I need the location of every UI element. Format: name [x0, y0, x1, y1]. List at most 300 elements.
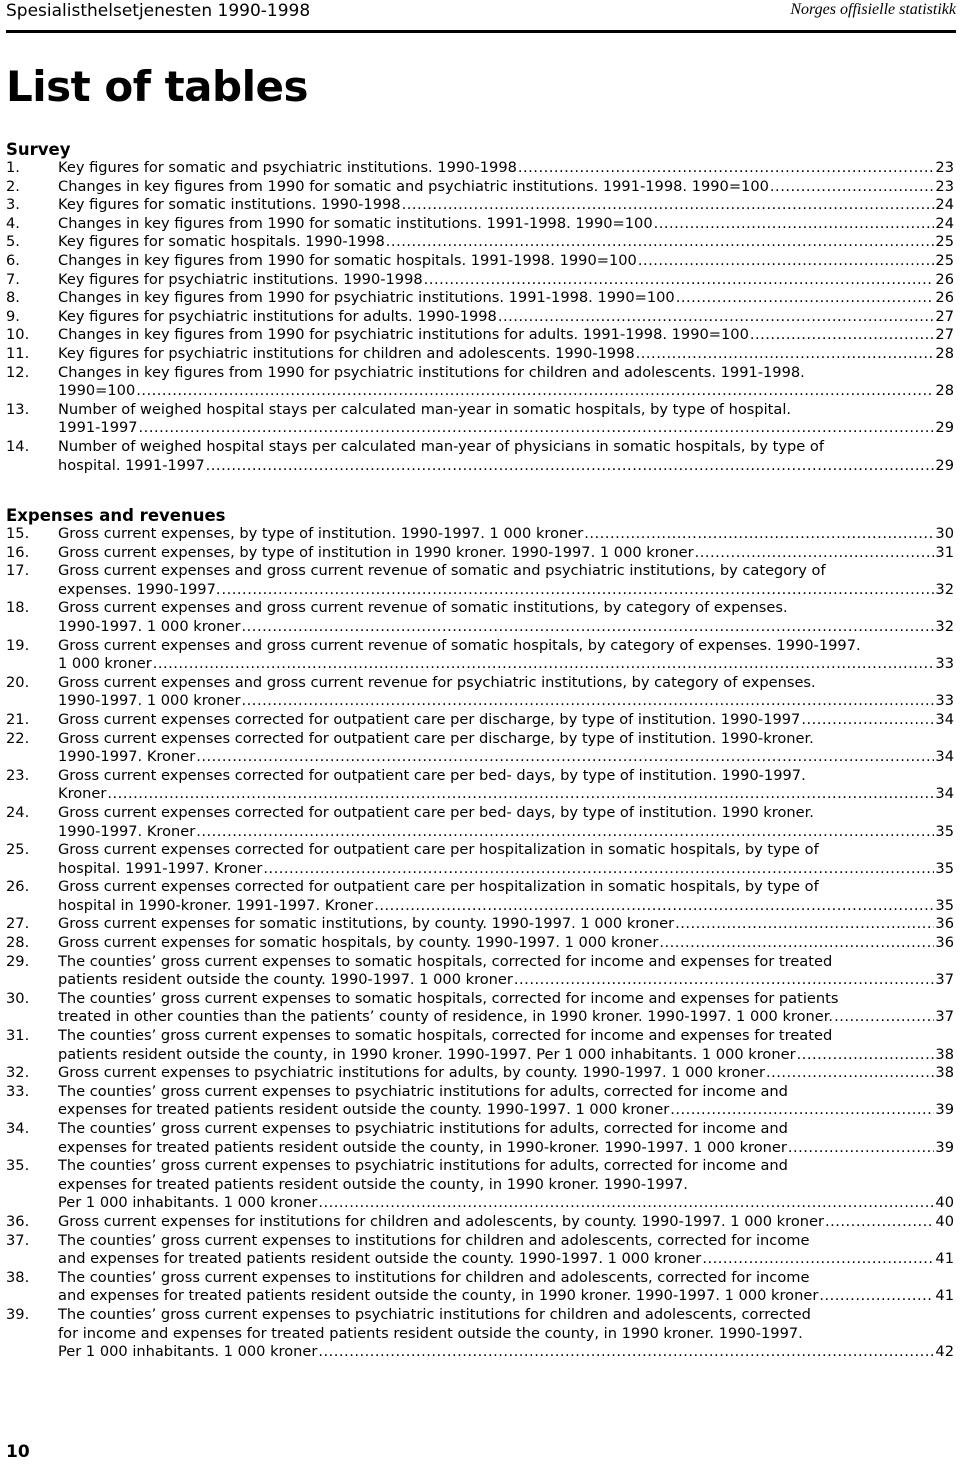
entry-title: Gross current expenses for somatic institutions, by county. 1990-1997. 1 000 kroner — [58, 915, 675, 933]
entry-line — [58, 345, 954, 364]
page-reference[interactable]: 38 — [935, 1045, 954, 1063]
entry-number: 34. — [6, 1120, 30, 1137]
entry-title: for income and expenses for treated patients resident outside the county, in 1990 kroner. 1990-1997. — [58, 1324, 803, 1342]
dot-leader — [498, 308, 935, 327]
dot-leader — [424, 271, 935, 290]
entry-number: 29. — [6, 952, 30, 970]
dot-leader — [676, 289, 935, 308]
entry-number: 15. — [6, 525, 30, 542]
page-reference[interactable]: 23 — [935, 177, 954, 195]
toc-entry[interactable] — [6, 233, 954, 252]
entry-body — [58, 1120, 954, 1157]
page-reference[interactable]: 29 — [935, 456, 954, 474]
dot-leader — [834, 1008, 934, 1027]
entry-title: Gross current expenses and gross current revenue of somatic and psychiatric institutions, by category of — [58, 562, 826, 580]
entry-line — [58, 525, 954, 544]
entry-body — [58, 196, 954, 215]
entry-title: The counties’ gross current expenses to somatic hospitals, corrected for income and expenses for patients — [58, 989, 839, 1007]
entry-body — [58, 1157, 954, 1213]
entry-line — [58, 618, 954, 637]
toc-entry[interactable] — [6, 525, 954, 544]
toc-entry[interactable] — [6, 252, 954, 271]
toc-entry[interactable] — [6, 159, 954, 178]
entry-title: Key figures for somatic and psychiatric institutions. 1990-1998 — [58, 159, 517, 176]
page-reference[interactable]: 26 — [935, 289, 954, 307]
entry-body — [58, 1232, 954, 1269]
toc-entry[interactable] — [6, 1064, 954, 1083]
entry-line — [58, 655, 954, 674]
entry-title: hospital. 1991-1997 — [58, 456, 205, 474]
toc-entry[interactable] — [6, 878, 954, 915]
entry-line — [58, 767, 954, 786]
dot-leader — [766, 1064, 934, 1083]
entry-title: Changes in key figures from 1990 for somatic hospitals. 1991-1998. 1990=100 — [58, 251, 637, 269]
toc-entry[interactable] — [6, 1027, 954, 1064]
entry-number: 30. — [6, 989, 30, 1007]
entry-line — [58, 1120, 954, 1139]
entry-body — [58, 804, 954, 841]
entry-title: The counties’ gross current expenses to psychiatric institutions for adults, corrected for income and — [58, 1120, 788, 1137]
toc-entry[interactable] — [6, 1269, 954, 1306]
entry-body — [58, 1269, 954, 1306]
entry-line — [58, 934, 954, 953]
page-reference[interactable]: 34 — [935, 785, 954, 803]
entry-body — [58, 990, 954, 1027]
entry-title: Changes in key figures from 1990 for psychiatric institutions for children and adolescents. 1991-1998. — [58, 363, 805, 381]
entry-line — [58, 1343, 954, 1362]
entry-body — [58, 711, 954, 730]
page-reference[interactable]: 38 — [935, 1064, 954, 1082]
page-reference[interactable]: 34 — [935, 710, 954, 728]
entry-line — [58, 1306, 954, 1325]
entry-line — [58, 1083, 954, 1102]
entry-line — [58, 1232, 954, 1251]
entry-number: 11. — [6, 344, 30, 362]
toc-entry[interactable] — [6, 1120, 954, 1157]
entry-line — [58, 711, 954, 730]
toc-entry[interactable] — [6, 934, 954, 953]
toc-entry[interactable] — [6, 345, 954, 364]
entry-body — [58, 674, 954, 711]
entry-line — [58, 674, 954, 693]
entry-number: 4. — [6, 214, 20, 232]
dot-leader — [263, 860, 934, 879]
toc-entry[interactable] — [6, 674, 954, 711]
entry-title: Gross current expenses corrected for outpatient care per discharge, by type of institution. 1990-kroner. — [58, 729, 814, 747]
entry-body — [58, 289, 954, 308]
entry-line — [58, 215, 954, 234]
toc-entry[interactable] — [6, 804, 954, 841]
entry-number: 3. — [6, 196, 20, 214]
toc-list — [6, 159, 954, 475]
page-reference[interactable]: 37 — [935, 971, 954, 989]
entry-body — [58, 562, 954, 599]
page-reference[interactable]: 24 — [935, 196, 954, 214]
page-reference[interactable]: 35 — [935, 859, 954, 877]
entry-number: 12. — [6, 363, 30, 381]
dot-leader — [374, 897, 934, 916]
toc-section-expenses — [6, 506, 954, 1362]
entry-body — [58, 326, 954, 345]
entry-title: Key figures for psychiatric institutions for adults. 1990-1998 — [58, 307, 497, 325]
entry-line — [58, 1176, 954, 1195]
entry-line — [58, 457, 954, 476]
page-reference[interactable]: 33 — [935, 692, 954, 710]
entry-number: 8. — [6, 289, 20, 307]
page-reference[interactable]: 41 — [935, 1250, 954, 1268]
entry-body — [58, 401, 954, 438]
entry-body — [58, 637, 954, 674]
page-reference[interactable]: 36 — [935, 934, 954, 952]
entry-body — [58, 178, 954, 197]
dot-leader — [222, 581, 935, 600]
dot-leader — [770, 178, 935, 197]
dot-leader — [402, 196, 935, 215]
entry-title: Per 1 000 inhabitants. 1 000 kroner — [58, 1194, 318, 1212]
entry-body — [58, 345, 954, 364]
toc-section-survey — [6, 140, 954, 475]
entry-title: Gross current expenses and gross current revenue for psychiatric institutions, by category of expenses. — [58, 673, 816, 691]
entry-body — [58, 364, 954, 401]
dot-leader — [675, 915, 934, 934]
running-header — [6, 0, 956, 33]
entry-line — [58, 233, 954, 252]
entry-line — [58, 308, 954, 327]
toc-entry[interactable] — [6, 1083, 954, 1120]
entry-title: Gross current expenses, by type of institution. 1990-1997. 1 000 kroner — [58, 525, 584, 542]
entry-line — [58, 860, 954, 879]
entry-number: 20. — [6, 673, 30, 691]
entry-number: 23. — [6, 766, 30, 784]
toc-entry[interactable] — [6, 953, 954, 990]
entry-title: The counties’ gross current expenses to somatic hospitals, corrected for income and expenses for treated — [58, 952, 833, 970]
toc-entry[interactable] — [6, 215, 954, 234]
entry-number: 19. — [6, 636, 30, 654]
dot-leader — [584, 525, 934, 544]
publication-title: Spesialisthelsetjenesten 1990-1998 — [6, 1, 311, 21]
toc-entry[interactable] — [6, 730, 954, 767]
entry-body — [58, 841, 954, 878]
entry-title: and expenses for treated patients resident outside the county, in 1990 kroner. 1990-1997. 1 000 kroner — [58, 1287, 819, 1305]
entry-title: Key figures for somatic hospitals. 1990-1998 — [58, 233, 385, 251]
entry-line — [58, 1250, 954, 1269]
entry-number: 33. — [6, 1082, 30, 1100]
entry-title: Gross current expenses for somatic hospitals, by county. 1990-1997. 1 000 kroner — [58, 934, 659, 952]
entry-number: 28. — [6, 934, 30, 952]
entry-title: hospital in 1990-kroner. 1991-1997. Kroner — [58, 896, 374, 914]
entry-title: Gross current expenses to psychiatric institutions for adults, by county. 1990-1997. 1 000 kroner — [58, 1064, 765, 1082]
page-reference[interactable]: 26 — [935, 270, 954, 288]
entry-body — [58, 215, 954, 234]
page-reference[interactable]: 28 — [935, 382, 954, 400]
entry-line — [58, 438, 954, 457]
toc-entry[interactable] — [6, 562, 954, 599]
page-reference[interactable]: 32 — [935, 617, 954, 635]
toc-entry[interactable] — [6, 599, 954, 636]
entry-title: Per 1 000 inhabitants. 1 000 kroner — [58, 1343, 318, 1361]
entry-line — [58, 1064, 954, 1083]
entry-body — [58, 915, 954, 934]
entry-line — [58, 1325, 954, 1344]
entry-body — [58, 233, 954, 252]
entry-body — [58, 1083, 954, 1120]
dot-leader — [788, 1139, 935, 1158]
entry-line — [58, 785, 954, 804]
dot-leader — [318, 1194, 934, 1213]
entry-title: Gross current expenses and gross current revenue of somatic hospitals, by category of expenses. 1990-1997. — [58, 636, 861, 654]
entry-line — [58, 581, 954, 600]
entry-number: 13. — [6, 400, 30, 418]
entry-line — [58, 897, 954, 916]
entry-line — [58, 990, 954, 1009]
toc-entry[interactable] — [6, 271, 954, 290]
entry-number: 17. — [6, 562, 30, 580]
entry-title: The counties’ gross current expenses to institutions for children and adolescents, corrected for income — [58, 1231, 810, 1249]
toc-entry[interactable] — [6, 308, 954, 327]
dot-leader — [636, 345, 935, 364]
entry-line — [58, 1157, 954, 1176]
entry-line — [58, 878, 954, 897]
entry-title: and expenses for treated patients resident outside the county. 1990-1997. 1 000 kroner — [58, 1250, 702, 1268]
entry-body — [58, 767, 954, 804]
entry-number: 31. — [6, 1027, 30, 1045]
entry-number: 38. — [6, 1268, 30, 1286]
entry-number: 18. — [6, 599, 30, 617]
entry-body — [58, 159, 954, 178]
entry-title: 1990-1997. 1 000 kroner — [58, 617, 241, 635]
page-reference[interactable]: 36 — [935, 915, 954, 933]
page-reference[interactable]: 35 — [935, 896, 954, 914]
entry-line — [58, 364, 954, 383]
entry-line — [58, 271, 954, 290]
section-title: Survey — [6, 140, 71, 159]
entry-title: Gross current expenses for institutions for children and adolescents, by county. 1990-1997. 1 000 kroner — [58, 1212, 824, 1230]
entry-body — [58, 438, 954, 475]
entry-number: 35. — [6, 1157, 30, 1175]
entry-line — [58, 971, 954, 990]
entry-line — [58, 637, 954, 656]
entry-body — [58, 252, 954, 271]
entry-title: expenses for treated patients resident outside the county, in 1990-kroner. 1990-1997. 1 000 kroner — [58, 1138, 787, 1156]
entry-title: Gross current expenses corrected for outpatient care per discharge, by type of institution. 1990-1997 — [58, 710, 801, 728]
toc-entry[interactable] — [6, 767, 954, 804]
entry-number: 24. — [6, 803, 30, 821]
dot-leader — [242, 692, 935, 711]
dot-leader — [819, 1287, 934, 1306]
entry-line — [58, 401, 954, 420]
entry-number: 22. — [6, 729, 30, 747]
entry-title: Key figures for psychiatric institutions. 1990-1998 — [58, 270, 423, 288]
toc-entry[interactable] — [6, 178, 954, 197]
entry-number: 21. — [6, 710, 30, 728]
entry-line — [58, 326, 954, 345]
entry-line — [58, 804, 954, 823]
entry-line — [58, 953, 954, 972]
entry-line — [58, 196, 954, 215]
entry-line — [58, 1027, 954, 1046]
entry-line — [58, 562, 954, 581]
entry-number: 14. — [6, 437, 30, 455]
entry-body — [58, 1306, 954, 1362]
entry-number: 26. — [6, 878, 30, 896]
entry-number: 37. — [6, 1231, 30, 1249]
page-reference[interactable]: 37 — [935, 1008, 954, 1026]
toc-entry[interactable] — [6, 1306, 954, 1362]
series-title: Norges offisielle statistikk — [790, 1, 956, 18]
entry-title: The counties’ gross current expenses to psychiatric institutions for adults, corrected for income and — [58, 1157, 788, 1175]
dot-leader — [196, 748, 934, 767]
page-reference[interactable]: 40 — [935, 1194, 954, 1212]
toc-entry[interactable] — [6, 1157, 954, 1213]
dot-leader — [153, 655, 935, 674]
page-reference[interactable]: 28 — [935, 344, 954, 362]
page-reference[interactable]: 25 — [935, 251, 954, 269]
entry-number: 16. — [6, 543, 30, 561]
entry-body — [58, 1213, 954, 1232]
entry-body — [58, 953, 954, 990]
section-title: Expenses and revenues — [6, 506, 226, 525]
entry-title: expenses. 1990-1997. — [58, 580, 221, 598]
toc-entry[interactable] — [6, 637, 954, 674]
toc-entry[interactable] — [6, 364, 954, 401]
entry-title: 1990-1997. 1 000 kroner — [58, 692, 241, 710]
entry-line — [58, 1008, 954, 1027]
entry-title: 1991-1997 — [58, 419, 138, 437]
toc-entry[interactable] — [6, 1213, 954, 1232]
entry-body — [58, 599, 954, 636]
entry-title: The counties’ gross current expenses to psychiatric institutions for adults, corrected for income and — [58, 1082, 788, 1100]
dot-leader — [695, 544, 935, 563]
page-reference[interactable]: 27 — [935, 326, 954, 344]
entry-title: Changes in key figures from 1990 for psychiatric institutions for adults. 1991-1998. 1990=100 — [58, 326, 749, 344]
entry-title: 1990=100 — [58, 382, 136, 400]
page-reference[interactable]: 41 — [935, 1287, 954, 1305]
entry-line — [58, 1194, 954, 1213]
page-number: 10 — [6, 1442, 30, 1462]
page-reference[interactable]: 29 — [935, 419, 954, 437]
entry-line — [58, 419, 954, 438]
entry-title: expenses for treated patients resident outside the county, in 1990 kroner. 1990-1997. — [58, 1175, 688, 1193]
entry-line — [58, 1213, 954, 1232]
entry-number: 9. — [6, 307, 20, 325]
dot-leader — [670, 1101, 934, 1120]
entry-body — [58, 525, 954, 544]
entry-line — [58, 730, 954, 749]
toc-entry[interactable] — [6, 1232, 954, 1269]
dot-leader — [638, 252, 935, 271]
entry-line — [58, 382, 954, 401]
entry-title: hospital. 1991-1997. Kroner — [58, 859, 263, 877]
entry-line — [58, 599, 954, 618]
toc-entry[interactable] — [6, 990, 954, 1027]
dot-leader — [797, 1046, 935, 1065]
entry-number: 7. — [6, 270, 20, 288]
dot-leader — [318, 1343, 934, 1362]
dot-leader — [654, 215, 935, 234]
page-reference[interactable]: 39 — [935, 1138, 954, 1156]
page-reference[interactable]: 32 — [935, 580, 954, 598]
page-reference[interactable]: 40 — [935, 1212, 954, 1230]
entry-title: Gross current expenses, by type of institution in 1990 kroner. 1990-1997. 1 000 kroner — [58, 543, 694, 561]
page-reference[interactable]: 34 — [935, 748, 954, 766]
entry-number: 36. — [6, 1212, 30, 1230]
entry-title: Key figures for somatic institutions. 1990-1998 — [58, 196, 401, 214]
entry-body — [58, 934, 954, 953]
toc-entry[interactable] — [6, 915, 954, 934]
toc-entry[interactable] — [6, 711, 954, 730]
dot-leader — [659, 934, 934, 953]
toc-entry[interactable] — [6, 289, 954, 308]
entry-number: 25. — [6, 841, 30, 859]
dot-leader — [702, 1250, 934, 1269]
entry-title: 1990-1997. Kroner — [58, 748, 196, 766]
page-reference[interactable]: 42 — [935, 1343, 954, 1361]
entry-line — [58, 159, 954, 178]
entry-title: Gross current expenses and gross current revenue of somatic institutions, by category of expenses. — [58, 599, 788, 617]
page-reference[interactable]: 24 — [935, 214, 954, 232]
entry-body — [58, 308, 954, 327]
entry-line — [58, 692, 954, 711]
page-reference[interactable]: 39 — [935, 1101, 954, 1119]
entry-line — [58, 823, 954, 842]
entry-line — [58, 748, 954, 767]
entry-title: Number of weighed hospital stays per calculated man-year of physicians in somatic hospitals, by type of — [58, 437, 824, 455]
page-reference[interactable]: 27 — [935, 307, 954, 325]
entry-number: 1. — [6, 159, 20, 176]
entry-body — [58, 1064, 954, 1083]
page-reference[interactable]: 25 — [935, 233, 954, 251]
toc-entry[interactable] — [6, 544, 954, 563]
entry-title: 1990-1997. Kroner — [58, 822, 196, 840]
entry-title: patients resident outside the county, in 1990 kroner. 1990-1997. Per 1 000 inhabitants. 1 000 kroner — [58, 1045, 796, 1063]
entry-number: 6. — [6, 251, 20, 269]
dot-leader — [386, 233, 935, 252]
entry-title: patients resident outside the county. 1990-1997. 1 000 kroner — [58, 971, 513, 989]
dot-leader — [518, 159, 935, 178]
entry-title: Changes in key figures from 1990 for somatic institutions. 1991-1998. 1990=100 — [58, 214, 653, 232]
toc-entry[interactable] — [6, 401, 954, 438]
entry-title: expenses for treated patients resident outside the county. 1990-1997. 1 000 kroner — [58, 1101, 670, 1119]
toc-entry[interactable] — [6, 841, 954, 878]
entry-title: Changes in key figures from 1990 for somatic and psychiatric institutions. 1991-1998. 1990=100 — [58, 177, 769, 195]
page-reference[interactable]: 33 — [935, 655, 954, 673]
toc-entry[interactable] — [6, 438, 954, 475]
entry-body — [58, 271, 954, 290]
page-reference[interactable]: 31 — [935, 543, 954, 561]
entry-title: The counties’ gross current expenses to institutions for children and adolescents, corrected for income — [58, 1268, 810, 1286]
entry-title: The counties’ gross current expenses to somatic hospitals, corrected for income and expenses for treated — [58, 1027, 833, 1045]
entry-number: 27. — [6, 915, 30, 933]
toc-entry[interactable] — [6, 196, 954, 215]
page-reference[interactable]: 35 — [935, 822, 954, 840]
toc-entry[interactable] — [6, 326, 954, 345]
entry-line — [58, 915, 954, 934]
entry-line — [58, 1287, 954, 1306]
entry-line — [58, 841, 954, 860]
entry-line — [58, 178, 954, 197]
entry-title: Gross current expenses corrected for outpatient care per bed- days, by type of institution. 1990-1997. — [58, 766, 806, 784]
toc-list — [6, 525, 954, 1362]
entry-number: 39. — [6, 1305, 30, 1323]
entry-number: 2. — [6, 177, 20, 195]
entry-title: treated in other counties than the patients’ county of residence, in 1990 kroner. 1990-1997. 1 000 kroner. — [58, 1008, 834, 1026]
dot-leader — [136, 382, 934, 401]
entry-title: Number of weighed hospital stays per calculated man-year in somatic hospitals, by type of hospital. — [58, 400, 792, 418]
entry-number: 10. — [6, 326, 30, 344]
entry-line — [58, 252, 954, 271]
page-reference[interactable]: 30 — [935, 525, 954, 542]
page-reference[interactable]: 23 — [935, 159, 954, 176]
